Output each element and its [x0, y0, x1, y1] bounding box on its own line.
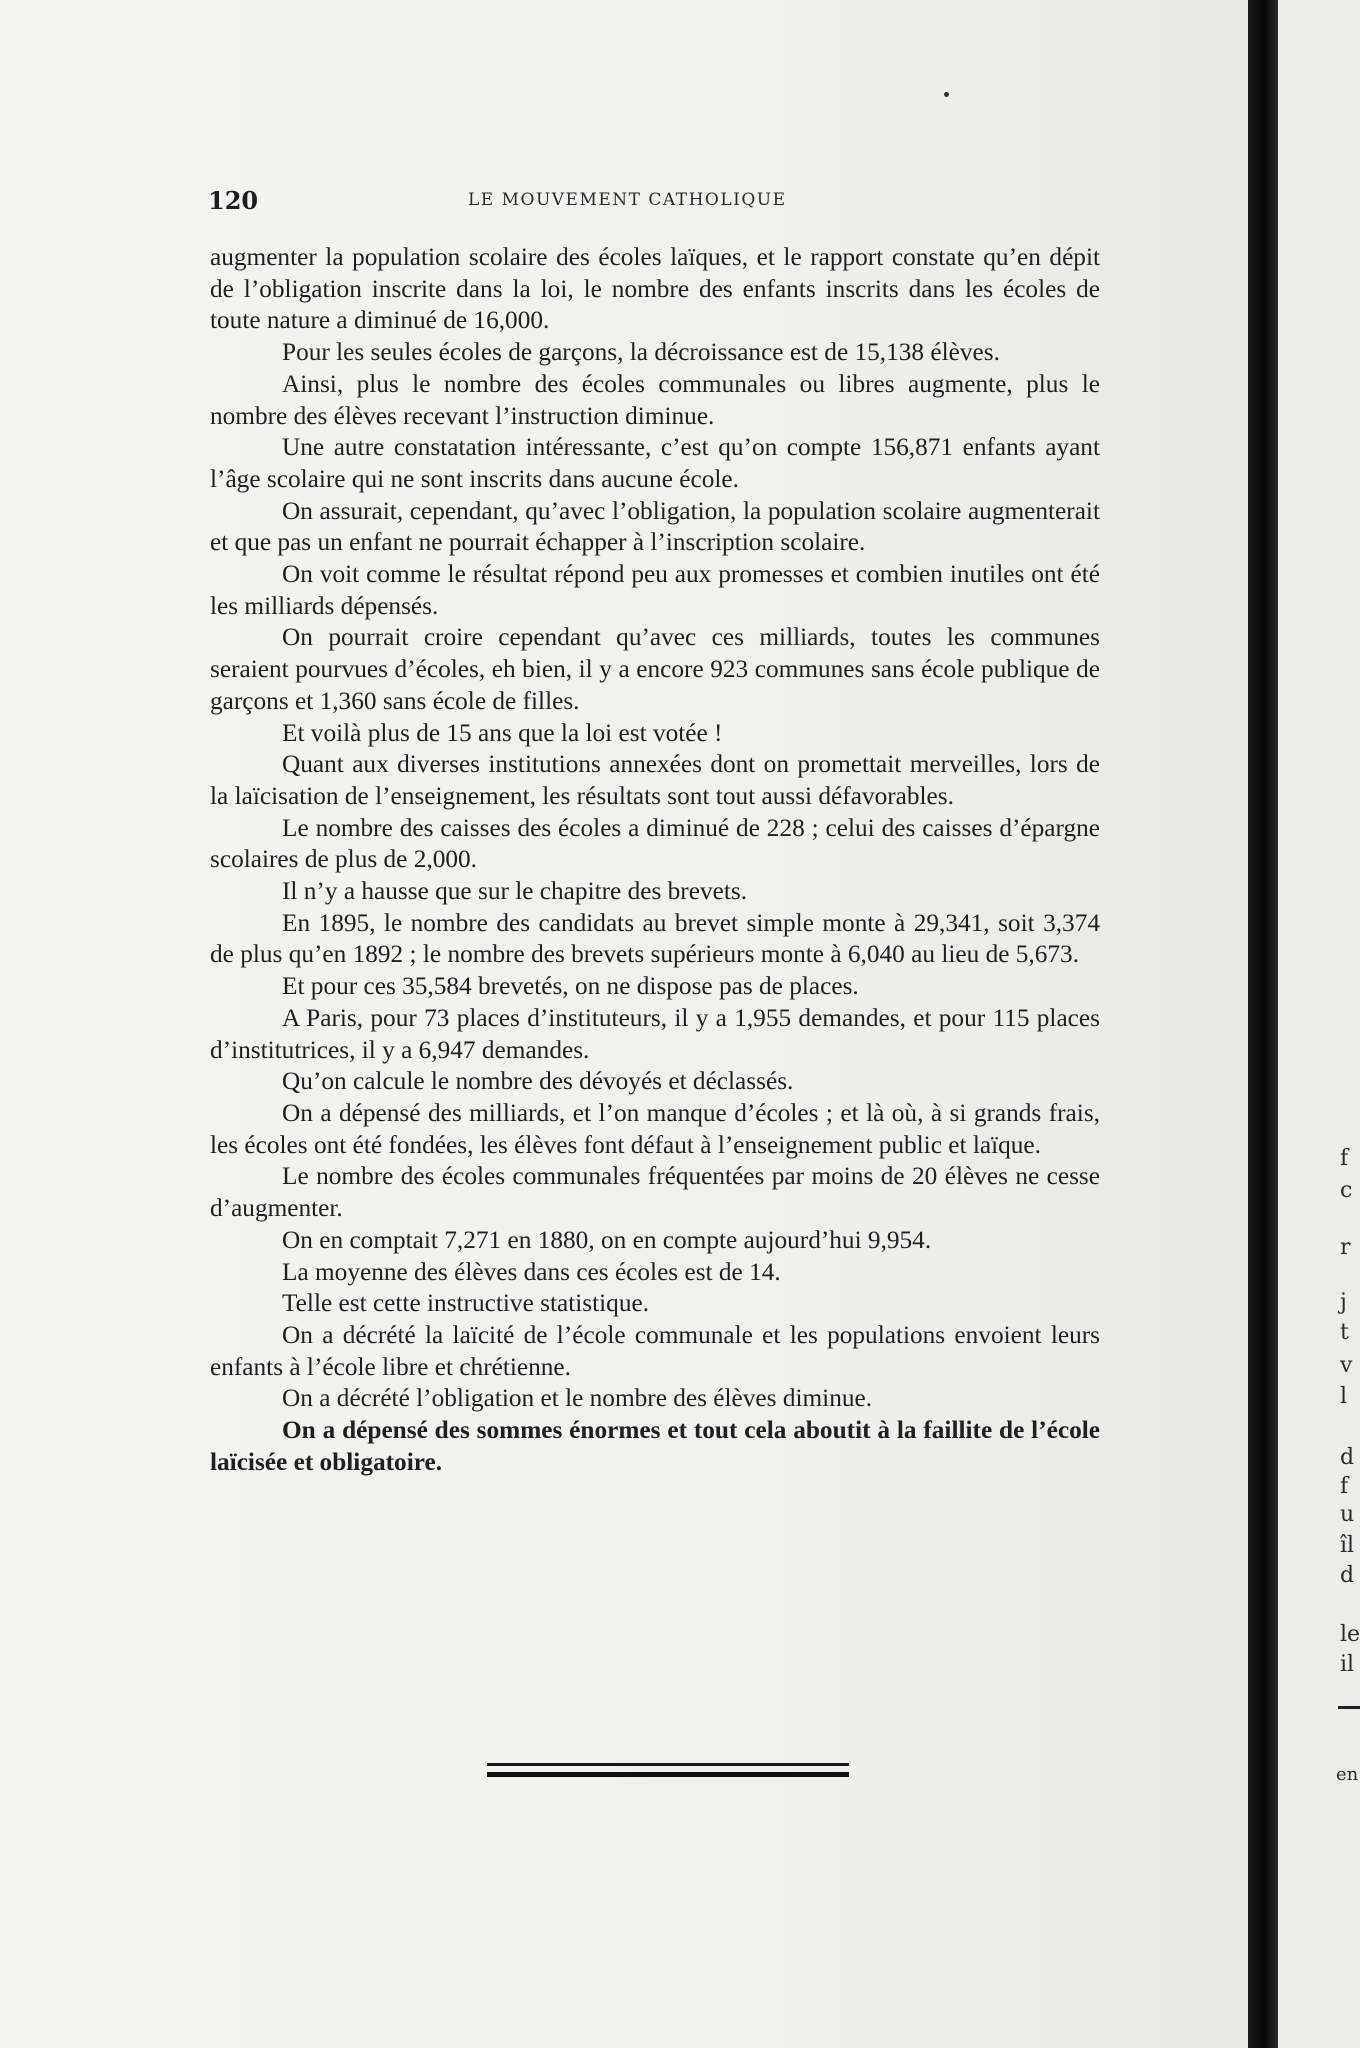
book-spine-shadow	[1248, 0, 1278, 2048]
paragraph: Quant aux diverses institutions annexées dont on promettait merveilles, lors de la laïcisation de l’enseignement, les résultats sont tout aussi défavorables.	[210, 750, 1100, 810]
paragraph: Telle est cette instructive statistique.	[282, 1289, 650, 1318]
paper-speck	[944, 92, 949, 97]
paragraph: On assurait, cependant, qu’avec l’obligation, la population scolaire augmenterait et que pas un enfant ne pourrait échapper à l’inscription scolaire.	[210, 496, 1100, 557]
body-text	[210, 242, 1100, 1478]
page-number: 120	[208, 186, 259, 215]
end-of-chapter-rule	[487, 1763, 849, 1777]
facing-page-fragment: d	[1340, 1563, 1355, 1588]
facing-page-fragment: t	[1340, 1320, 1349, 1345]
paragraph: En 1895, le nombre des candidats au brevet simple monte à 29,341, soit 3,374 de plus qu’en 1892 ; le nombre des brevets supérieurs monte à 6,040 au lieu de 5,673.	[210, 908, 1100, 969]
facing-page-fragment: j	[1340, 1290, 1347, 1315]
paragraph: augmenter la population scolaire des écoles laïques, et le rapport constate qu’en dépit de l’obligation inscrite dans la loi, le nombre des enfants inscrits dans les écoles de toute nature a diminué de 16,000.	[210, 243, 1100, 335]
paragraph: Et voilà plus de 15 ans que la loi est votée !	[282, 718, 723, 747]
facing-page-rule	[1338, 1706, 1360, 1709]
paragraph: La moyenne des élèves dans ces écoles est de 14.	[282, 1257, 781, 1286]
paragraph: A Paris, pour 73 places d’instituteurs, il y a 1,955 demandes, et pour 115 places d’institutrices, il y a 6,947 demandes.	[210, 1003, 1100, 1064]
facing-page-fragment: c	[1340, 1178, 1353, 1203]
running-head: LE MOUVEMENT CATHOLIQUE	[468, 190, 787, 210]
facing-page-fragment: f	[1340, 1474, 1349, 1499]
paragraph: On voit comme le résultat répond peu aux promesses et combien inutiles ont été les milliards dépensés.	[210, 560, 1100, 620]
facing-page-fragment: v	[1340, 1353, 1353, 1378]
facing-page-edge	[1278, 0, 1360, 2048]
facing-page-fragment: r	[1340, 1235, 1351, 1260]
paragraph: Une autre constatation intéressante, c’est qu’on compte 156,871 enfants ayant l’âge scolaire qui ne sont inscrits dans aucune école.	[210, 433, 1100, 493]
facing-page-fragment: îl	[1340, 1533, 1355, 1558]
paragraph: On en comptait 7,271 en 1880, on en compte aujourd’hui 9,954.	[282, 1225, 932, 1254]
rule-line-thin	[487, 1763, 849, 1766]
paragraph: Qu’on calcule le nombre des dévoyés et déclassés.	[282, 1067, 794, 1096]
rule-line-thick	[487, 1772, 849, 1777]
facing-page-fragment: f	[1340, 1146, 1349, 1171]
facing-page-fragment: l	[1340, 1384, 1348, 1409]
paragraph: On a dépensé des sommes énormes et tout cela aboutit à la faillite de l’école laïcisée et obligatoire.	[210, 1416, 1100, 1476]
paragraph: On a dépensé des milliards, et l’on manque d’écoles ; et là où, à si grands frais, les écoles ont été fondées, les élèves font défaut à l’enseignement public et laïque.	[210, 1098, 1100, 1159]
paragraph: Pour les seules écoles de garçons, la décroissance est de 15,138 élèves.	[282, 338, 1000, 367]
facing-page-fragment: le	[1340, 1622, 1360, 1647]
page-header	[208, 186, 1098, 216]
facing-page-fragment: en	[1336, 1764, 1359, 1785]
facing-page-fragment: il	[1340, 1652, 1355, 1677]
paragraph: Le nombre des caisses des écoles a diminué de 228 ; celui des caisses d’épargne scolaires de plus de 2,000.	[210, 813, 1100, 874]
paragraph: Le nombre des écoles communales fréquentées par moins de 20 élèves ne cesse d’augmenter.	[210, 1162, 1100, 1223]
paragraph: On a décrété l’obligation et le nombre des élèves diminue.	[282, 1384, 873, 1413]
facing-page-fragment: d	[1340, 1445, 1355, 1470]
paragraph: On pourrait croire cependant qu’avec ces milliards, toutes les communes seraient pourvues d’écoles, eh bien, il y a encore 923 communes sans école publique de garçons et 1,360 sans école de filles.	[210, 623, 1100, 715]
paragraph: Il n’y a hausse que sur le chapitre des brevets.	[282, 877, 748, 906]
paragraph: Ainsi, plus le nombre des écoles communales ou libres augmente, plus le nombre des élèves recevant l’instruction diminue.	[210, 369, 1100, 430]
paragraph: Et pour ces 35,584 brevetés, on ne dispose pas de places.	[282, 972, 859, 1001]
paragraph: On a décrété la laïcité de l’école communale et les populations envoient leurs enfants à l’école libre et chrétienne.	[210, 1320, 1100, 1381]
facing-page-fragment: u	[1340, 1502, 1355, 1527]
